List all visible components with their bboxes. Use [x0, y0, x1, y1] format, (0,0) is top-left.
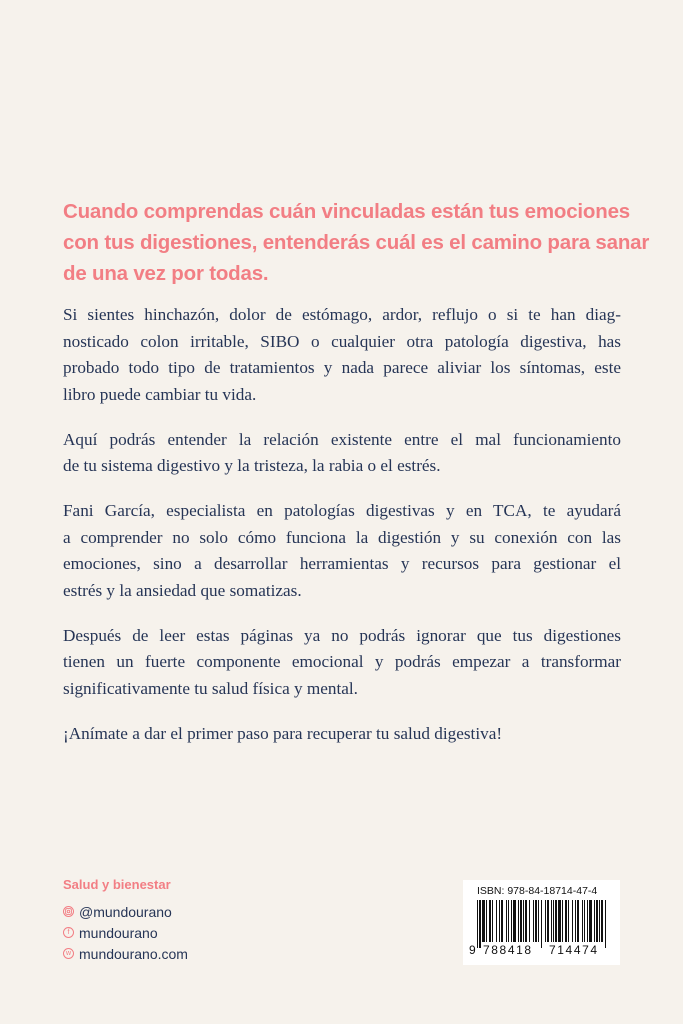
barcode-bar: [489, 900, 491, 942]
barcode-bar: [520, 900, 522, 942]
barcode-bar: [555, 900, 557, 942]
barcode-bar: [562, 900, 563, 942]
barcode-bar: [523, 900, 524, 942]
text-line: Si sientes hinchazón, dolor de estómago, ardor, reflujo o si te han diag-: [63, 305, 621, 324]
barcode-bar: [477, 900, 478, 948]
facebook-icon: f: [63, 927, 74, 938]
isbn-label: ISBN: 978-84-18714-47-4: [477, 885, 598, 897]
synopsis: [63, 302, 621, 766]
barcode-bar: [572, 900, 573, 942]
text-line: estrés y la ansiedad que somatizas.: [63, 580, 302, 600]
barcode-bar: [492, 900, 493, 942]
website-link[interactable]: [63, 943, 188, 964]
barcode-bar: [547, 900, 549, 942]
text-line: tienen un fuerte componente emocional y podrás empezar a transformar: [63, 652, 621, 671]
text-line: significativamente tu salud física y mental.: [63, 678, 358, 698]
isbn-barcode: [463, 880, 620, 965]
headline: [63, 196, 650, 289]
barcode-bar: [518, 900, 519, 942]
barcode-bar: [545, 900, 546, 942]
barcode-bar: [599, 900, 600, 942]
barcode-bar: [577, 900, 579, 942]
barcode-bar: [558, 900, 561, 942]
barcode-bar: [499, 900, 500, 942]
instagram-link[interactable]: [63, 901, 188, 922]
text-line: ¡Anímate a dar el primer paso para recuperar tu salud digestiva!: [63, 723, 503, 743]
barcode-bar: [565, 900, 567, 942]
website-url: mundourano.com: [79, 945, 188, 962]
barcode-bar: [508, 900, 509, 942]
barcode-bar: [482, 900, 485, 942]
barcode-bar: [511, 900, 512, 942]
website-icon: w: [63, 948, 74, 959]
category-label: Salud y bienestar: [63, 877, 171, 892]
text-line: Después de leer estas páginas ya no podrás ignorar que tus digestiones: [63, 625, 621, 645]
facebook-handle: mundourano: [79, 924, 158, 941]
barcode-bar: [553, 900, 554, 942]
text-line: nosticado colon irritable, SIBO o cualquier otra patología digestiva, has: [63, 331, 621, 351]
text-line: a comprender no solo cómo funciona la digestión y su conexión con las: [63, 527, 621, 547]
barcode-bar: [535, 900, 537, 942]
paragraph: [63, 302, 621, 408]
barcode-bar: [525, 900, 527, 942]
barcode-bar: [541, 900, 542, 948]
barcode-bar: [596, 900, 598, 942]
text-line: probado todo tipo de tratamientos y nada parece aliviar los síntomas, este: [63, 358, 621, 377]
facebook-link[interactable]: [63, 922, 188, 943]
text-line: de tu sistema digestivo y la tristeza, la rabia o el estrés.: [63, 456, 441, 475]
headline-line: de una vez por todas.: [63, 262, 269, 285]
barcode-digits-right: 714474: [549, 943, 599, 957]
text-line: Aquí podrás entender la relación existente entre el mal funcionamiento: [63, 429, 621, 449]
barcode-bar: [513, 900, 516, 942]
barcode-bar: [479, 900, 481, 948]
barcode-bars: [475, 900, 611, 948]
barcode-digit-first: 9: [469, 943, 476, 957]
barcode-bar: [575, 900, 576, 942]
barcode-bar: [584, 900, 585, 942]
barcode-bar: [568, 900, 569, 942]
barcode-digits-left: 788418: [483, 943, 533, 957]
instagram-handle: @mundourano: [79, 903, 172, 920]
barcode-bar: [506, 900, 507, 942]
barcode-bar: [551, 900, 552, 942]
barcode-bar: [496, 900, 497, 942]
instagram-icon: [63, 906, 74, 917]
headline-line: Cuando comprendas cuán vinculadas están tus emociones: [63, 200, 630, 223]
paragraph: [63, 721, 621, 748]
barcode-bar: [587, 900, 588, 942]
barcode-bar: [486, 900, 487, 942]
barcode-bar: [594, 900, 595, 942]
barcode-bar: [529, 900, 530, 942]
barcode-bar: [538, 900, 539, 942]
text-line: Fani García, especialista en patologías digestivas y en TCA, te ayudará: [63, 501, 621, 520]
publisher-footer: [63, 877, 188, 964]
barcode-bar: [582, 900, 583, 942]
headline-line: con tus digestiones, entenderás cuál es el camino para sanar: [63, 231, 650, 254]
barcode-bar: [601, 900, 603, 942]
paragraph: [63, 498, 621, 604]
text-line: libro puede cambiar tu vida.: [63, 384, 257, 404]
barcode-bar: [605, 900, 606, 948]
text-line: emociones, sino a desarrollar herramientas y recursos para gestionar el: [63, 554, 621, 573]
barcode-bar: [501, 900, 503, 942]
barcode-bar: [533, 900, 534, 942]
paragraph: [63, 623, 621, 703]
paragraph: [63, 427, 621, 480]
barcode-bar: [589, 900, 592, 942]
